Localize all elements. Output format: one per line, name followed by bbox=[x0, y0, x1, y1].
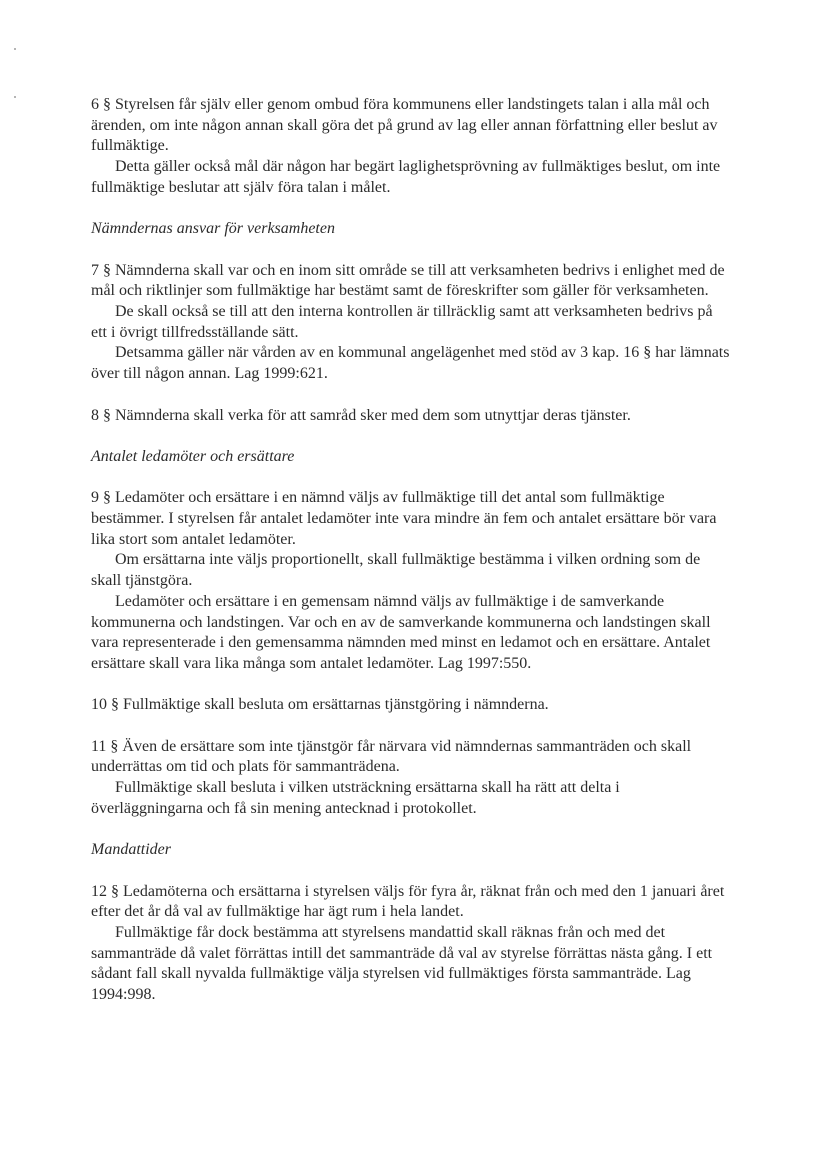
section-6 bbox=[91, 95, 731, 199]
section-paragraph: Ledamöter och ersättare i en gemensam nämnd väljs av fullmäktige i de samverkande kommunerna och landstingen. Var och en av de samverkande kommunerna och landstingen skall vara representerade i den gemensamma nämnden med minst en ledamot och en ersättare. Antalet ersättare skall vara lika många som antalet ledamöter. Lag 1997:550. bbox=[91, 592, 711, 672]
section-paragraph: 10 § Fullmäktige skall besluta om ersättarnas tjänstgöring i nämnderna. bbox=[91, 696, 549, 714]
section-paragraph: Detsamma gäller när vården av en kommunal angelägenhet med stöd av 3 kap. 16 § har lämnats över till någon annan. Lag 1999:621. bbox=[91, 344, 730, 383]
section-heading: Nämndernas ansvar för verksamheten bbox=[91, 220, 335, 238]
section-paragraph: 11 § Även de ersättare som inte tjänstgör får närvara vid nämndernas sammanträden och skall underrättas om tid och plats för sammanträdena. bbox=[91, 737, 692, 776]
section-12 bbox=[91, 882, 731, 1006]
section-9 bbox=[91, 488, 731, 674]
section-11 bbox=[91, 737, 731, 820]
section-paragraph: Fullmäktige får dock bestämma att styrelsens mandattid skall räknas från och med det sammanträde då valet förrättas intill det sammanträde då val av styrelse förrättas nästa gång. I ett sådant fall skall nyvalda fullmäktige välja styrelsen vid fullmäktiges första sammanträde. Lag 1994:998. bbox=[91, 923, 713, 1004]
scan-speck bbox=[14, 48, 16, 50]
section-paragraph: Fullmäktige skall besluta i vilken utsträckning ersättarna skall ha rätt att delta i överläggningarna och få sin mening antecknad i protokollet. bbox=[91, 779, 620, 817]
section-paragraph: 7 § Nämnderna skall var och en inom sitt område se till att verksamheten bedrivs i enlighet med de mål och riktlinjer som fullmäktige har bestämt samt de föreskrifter som gäller för verksamheten. bbox=[91, 261, 725, 300]
section-heading: Antalet ledamöter och ersättare bbox=[91, 447, 295, 465]
scan-speck bbox=[14, 96, 16, 98]
document-page bbox=[91, 95, 731, 1026]
section-paragraph: 9 § Ledamöter och ersättare i en nämnd väljs av fullmäktige till det antal som fullmäktige bestämmer. I styrelsen får antalet ledamöter inte vara mindre än fem och antalet ersättare bör vara lika stort som antalet ledamöter. bbox=[91, 489, 717, 548]
section-8 bbox=[91, 406, 731, 427]
section-heading: Mandattider bbox=[91, 841, 171, 859]
section-7 bbox=[91, 261, 731, 385]
section-paragraph: De skall också se till att den interna kontrollen är tillräcklig samt att verksamheten bedrivs på ett i övrigt tillfredsställande sätt. bbox=[91, 303, 713, 341]
section-paragraph: 6 § Styrelsen får själv eller genom ombud föra kommunens eller landstingets talan i alla mål och ärenden, om inte någon annan skall göra det på grund av lag eller annan författning eller beslut av fullmäktige. bbox=[91, 96, 718, 155]
section-paragraph: Detta gäller också mål där någon har begärt laglighetsprövning av fullmäktiges beslut, om inte fullmäktige beslutar att själv föra talan i målet. bbox=[91, 158, 721, 196]
section-paragraph: 8 § Nämnderna skall verka för att samråd sker med dem som utnyttjar deras tjänster. bbox=[91, 406, 631, 424]
section-paragraph: Om ersättarna inte väljs proportionellt, skall fullmäktige bestämma i vilken ordning som de skall tjänstgöra. bbox=[91, 551, 701, 590]
section-10 bbox=[91, 695, 731, 716]
section-paragraph: 12 § Ledamöterna och ersättarna i styrelsen väljs för fyra år, räknat från och med den 1 januari året efter det år då val av fullmäktige har ägt rum i hela landet. bbox=[91, 882, 725, 921]
